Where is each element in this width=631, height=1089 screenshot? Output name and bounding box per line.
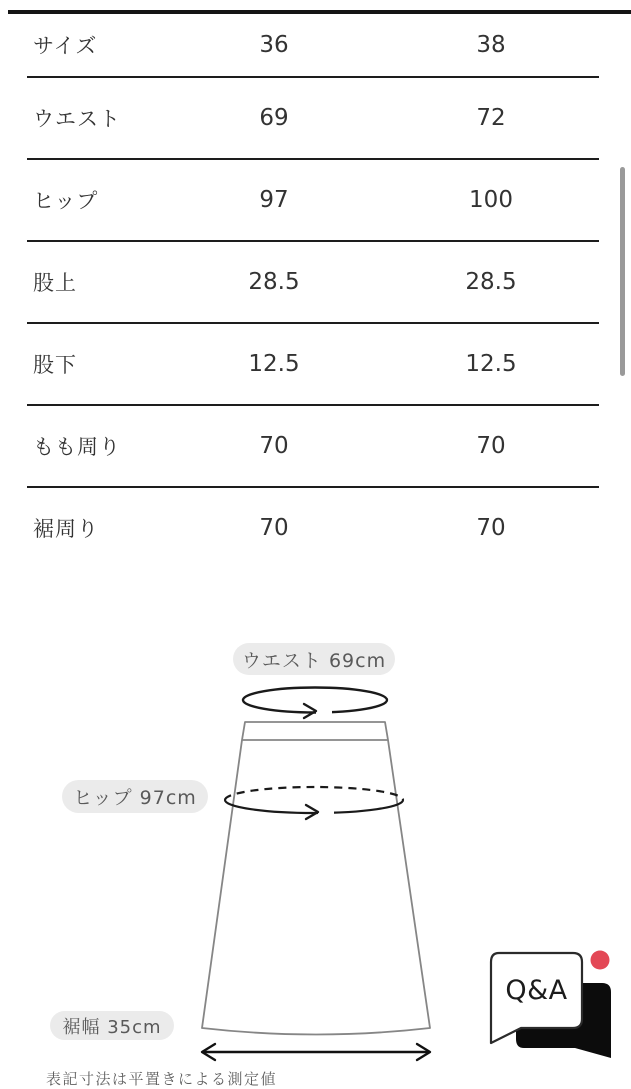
row-value-size36: 70	[259, 433, 289, 459]
row-label: 股下	[33, 353, 77, 377]
row-value-size36: 12.5	[248, 351, 300, 377]
table-row-hip	[27, 160, 599, 242]
row-value-size38: 38	[476, 32, 506, 58]
measurement-note: 表記寸法は平置きによる測定値	[46, 1070, 278, 1088]
waist-ellipse-arrow	[243, 688, 387, 722]
row-value-size36: 97	[259, 187, 289, 213]
hip-measure-label: ヒップ 97cm	[62, 780, 208, 813]
table-row-rise	[27, 242, 599, 324]
qa-button-label: Q&A	[505, 974, 568, 1006]
row-value-size38: 70	[476, 433, 506, 459]
row-value-size36: 70	[259, 515, 289, 541]
row-value-size36: 28.5	[248, 269, 300, 295]
qa-floating-button[interactable]	[480, 944, 620, 1066]
table-row-hem	[27, 488, 599, 568]
hem-width-label: 裾幅 35cm	[50, 1011, 174, 1040]
row-label: 裾周り	[33, 517, 99, 541]
row-label: ヒップ	[33, 189, 99, 213]
row-label: ウエスト	[33, 107, 121, 131]
table-row-waist	[27, 78, 599, 160]
table-row-size	[27, 14, 599, 78]
row-value-size38: 12.5	[465, 351, 517, 377]
row-value-size36: 36	[259, 32, 289, 58]
scrollbar-thumb[interactable]	[620, 167, 625, 376]
hem-width-arrow	[202, 1044, 430, 1060]
table-row-thigh	[27, 406, 599, 488]
row-value-size36: 69	[259, 105, 289, 131]
skirt-outline	[202, 722, 430, 1035]
row-value-size38: 100	[469, 187, 513, 213]
row-label: もも周り	[33, 435, 121, 459]
row-label: サイズ	[33, 34, 98, 58]
waist-measure-label: ウエスト 69cm	[233, 643, 395, 675]
row-value-size38: 28.5	[465, 269, 517, 295]
table-row-inseam	[27, 324, 599, 406]
hip-ellipse-arrow	[225, 787, 403, 822]
row-value-size38: 72	[476, 105, 506, 131]
notification-dot	[591, 951, 610, 970]
row-label: 股上	[33, 271, 77, 295]
size-table	[27, 14, 599, 568]
row-value-size38: 70	[476, 515, 506, 541]
